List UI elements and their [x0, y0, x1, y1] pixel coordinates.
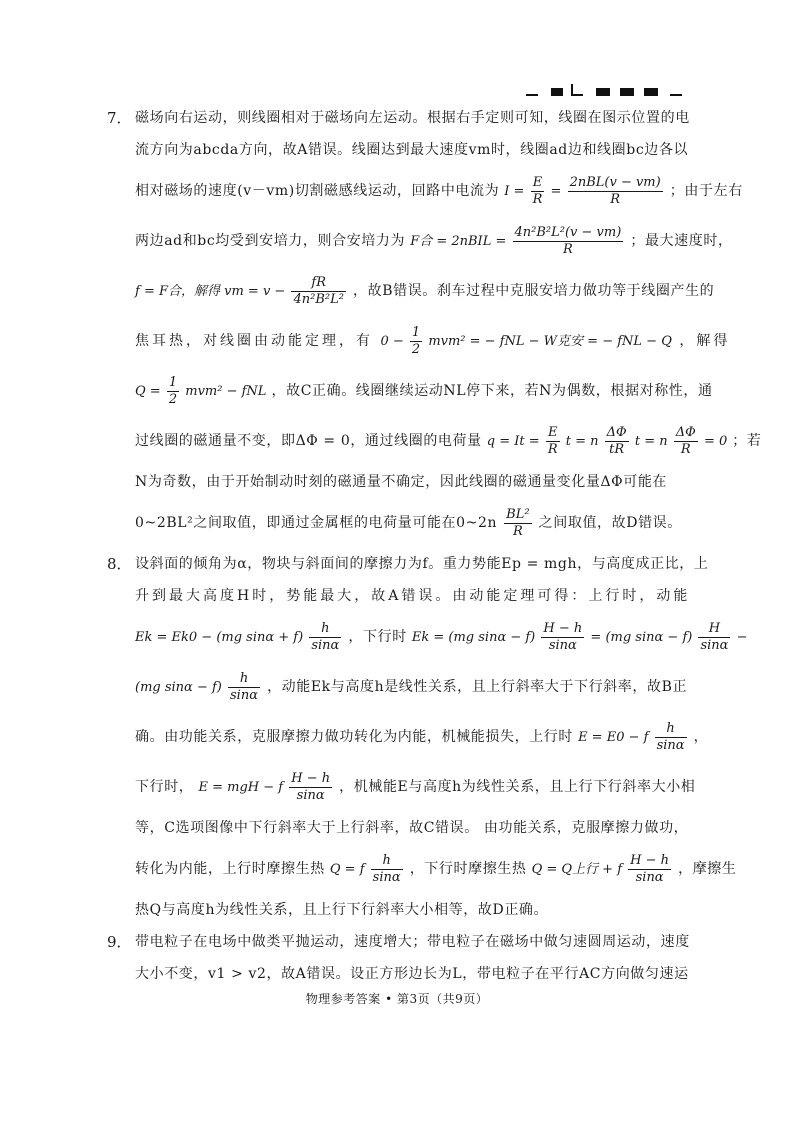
question-7	[107, 102, 762, 548]
question-number: 7．	[107, 109, 132, 127]
text-line: N为奇数，由于开始制动时刻的磁通量不确定，因此线圈的磁通量变化量ΔΦ可能在	[135, 474, 668, 490]
equation: Ek = (mg sinα − f) $\frac{H - h}{\sin\alpha}$ = (mg sinα − f) $\frac{H}{\sin\alpha}$ −	[411, 620, 748, 653]
question-number: 9．	[107, 933, 132, 951]
text-line: 大小不变，v1 > v2，故A错误。设正方形边长为L，带电粒子在平行AC方向做匀速运	[135, 966, 689, 982]
equation: F合 = 2nBIL = $\frac{\text{4n²B²L²(v − vm)}}{R}$	[410, 224, 622, 257]
text-line: 下行时， E = mgH − f $\frac{H - h}{\sin\alpha}$ ，机械能E与高度h为线性关系，且上行下行斜率大小相	[135, 770, 696, 803]
equation: E = mgH − f $\frac{H - h}{\sin\alpha}$	[198, 770, 331, 803]
text-line: 过线圈的磁通量不变，即ΔΦ = 0，通过线圈的电荷量 q = It = $\frac{E}{R}$ t = n $\frac{\Delta\Phi}{tR}$ t = n $\frac{\Delta\Phi}{R}$ = 0 ；若	[135, 424, 762, 457]
text-line: Q = $\frac{1}{2}$ mvm² − fNL ，故C正确。线圈继续运动NL停下来，若N为偶数，根据对称性，通	[135, 374, 713, 407]
text-line: 焦耳热，对线圈由动能定理，有 0 − $\frac{1}{2}$ mvm² = − fNL − W克安 = − fNL − Q ，解得	[135, 324, 731, 357]
equation: E = E0 − f $\frac{h}{\sin\alpha}$	[578, 720, 685, 753]
text-line: 升到最大高度H时，势能最大，故A错误。由动能定理可得：上行时，动能	[135, 588, 691, 604]
text-line: 等，C选项图像中下行斜率大于上行斜率，故C错误。 由功能关系，克服摩擦力做功，	[135, 820, 689, 836]
header-code-bar	[526, 82, 684, 98]
question-number: 8．	[107, 555, 132, 573]
equation: $\frac{\text{BL²}}{R}$	[506, 506, 530, 539]
text-line: 热Q与高度h为线性关系，且上行下行斜率大小相等，故D正确。	[135, 902, 549, 918]
equation: Q = f $\frac{h}{\sin\alpha}$	[329, 852, 401, 885]
equation: f = F合，解得 vm = v − $\frac{fR}{\text{4n²B²L²}}$	[135, 274, 344, 307]
equation: Q = Q上行 + f $\frac{H - h}{\sin\alpha}$	[531, 852, 670, 885]
text-line: 带电粒子在电场中做类平抛运动，速度增大；带电粒子在磁场中做匀速圆周运动，速度	[135, 934, 690, 950]
question-8	[107, 548, 748, 926]
question-9	[107, 926, 690, 990]
equation: q = It = $\frac{E}{R}$ t = n $\frac{\Delta\Phi}{tR}$ t = n $\frac{\Delta\Phi}{R}$ = 0	[486, 424, 728, 457]
text-line: 磁场向右运动，则线圈相对于磁场向左运动。根据右手定则可知，线圈在图示位置的电	[135, 110, 690, 126]
equation: (mg sinα − f) $\frac{h}{\sin\alpha}$	[135, 670, 258, 703]
text-line: 相对磁场的速度(v－vm)切割磁感线运动，回路中电流为 I = $\frac{E}{R}$ = $\frac{\text{2nBL(v − vm)}}{R}$ ；由于左右	[135, 174, 743, 207]
text-line: 0~2BL²之间取值，即通过金属框的电荷量可能在0~2n $\frac{\text{BL²}}{R}$ 之间取值，故D错误。	[135, 506, 682, 539]
equation: Q = $\frac{1}{2}$ mvm² − fNL	[135, 374, 267, 407]
text-line: 确。由功能关系，克服摩擦力做功转化为内能，机械能损失，上行时 E = E0 − f $\frac{h}{\sin\alpha}$ ，	[135, 720, 709, 753]
text-line: 流方向为abcda方向，故A错误。线圈达到最大速度vm时，线圈ad边和线圈bc边各以	[135, 142, 689, 158]
text-line: f = F合，解得 vm = v − $\frac{fR}{\text{4n²B²L²}}$ ，故B错误。刹车过程中克服安培力做功等于线圈产生的	[135, 274, 715, 307]
equation: I = $\frac{E}{R}$ = $\frac{\text{2nBL(v − vm)}}{R}$	[504, 174, 661, 207]
text-line: 设斜面的倾角为α，物块与斜面间的摩擦力为f。重力势能Ep = mgh，与高度成正比，上	[135, 556, 709, 572]
equation: 0 − $\frac{1}{2}$ mvm² = − fNL − W克安 = − fNL − Q	[380, 324, 672, 357]
text-line: Ek = Ek0 − (mg sinα + f) $\frac{h}{\sin\alpha}$ ，下行时 Ek = (mg sinα − f) $\frac{H - h}{\sin\alpha}$ = (mg sinα − f) $\frac{H}{\sin\alpha}$ −	[135, 620, 748, 653]
text-line: (mg sinα − f) $\frac{h}{\sin\alpha}$ ，动能Ek与高度h是线性关系，且上行斜率大于下行斜率，故B正	[135, 670, 688, 703]
equation: Ek = Ek0 − (mg sinα + f) $\frac{h}{\sin\alpha}$	[135, 620, 340, 653]
text-line: 两边ad和bc均受到安培力，则合安培力为 F合 = 2nBIL = $\frac{\text{4n²B²L²(v − vm)}}{R}$ ；最大速度时，	[135, 224, 733, 257]
page-footer: 物理参考答案 • 第3页（共9页）	[305, 992, 489, 1006]
answer-page	[107, 102, 762, 990]
text-line: 转化为内能，上行时摩擦生热 Q = f $\frac{h}{\sin\alpha}$ ，下行时摩擦生热 Q = Q上行 + f $\frac{H - h}{\sin\alpha}$ ，摩擦生	[135, 852, 737, 885]
